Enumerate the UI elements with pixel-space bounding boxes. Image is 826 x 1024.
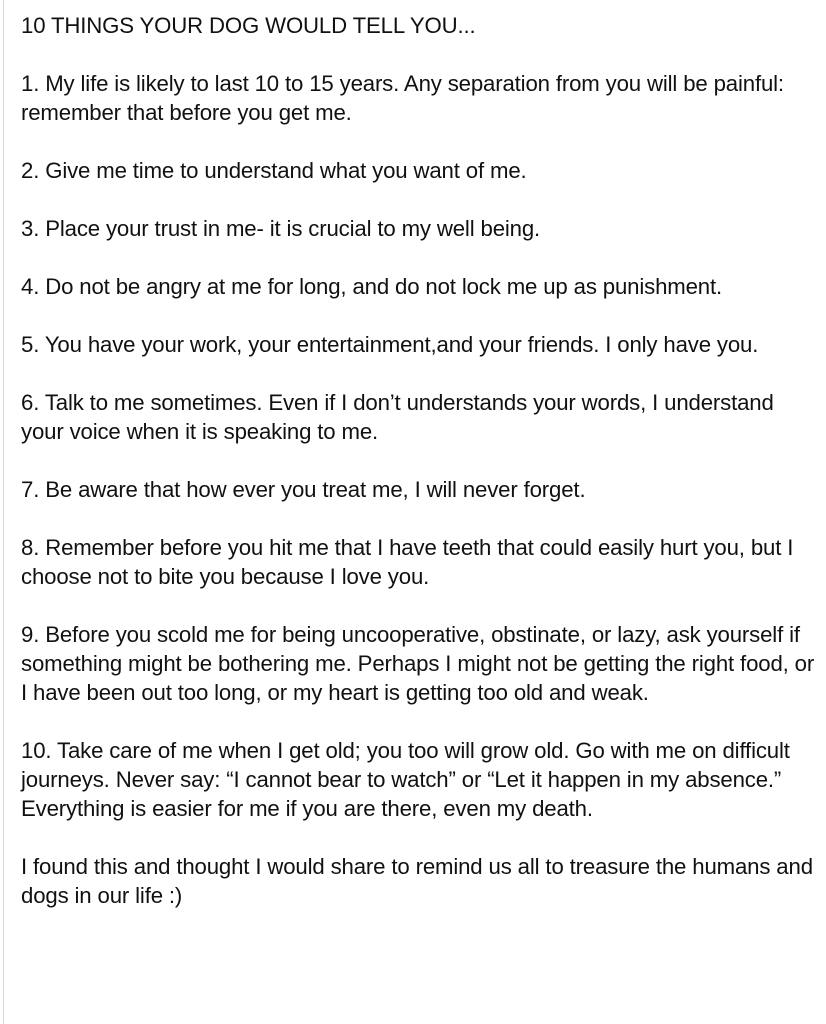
- list-item: 5. You have your work, your entertainment,and your friends. I only have you.: [21, 332, 759, 357]
- list-item: 1. My life is likely to last 10 to 15 years. Any separation from you will be painful: remember that before you get me.: [21, 71, 784, 125]
- left-divider: [3, 0, 4, 1024]
- list-item: 7. Be aware that how ever you treat me, I will never forget.: [21, 477, 586, 502]
- list-item: 8. Remember before you hit me that I have teeth that could easily hurt you, but I choose not to bite you because I love you.: [21, 535, 794, 589]
- list-item: 6. Talk to me sometimes. Even if I don’t understands your words, I understand your voice when it is speaking to me.: [21, 390, 774, 444]
- post-title: 10 THINGS YOUR DOG WOULD TELL YOU...: [21, 13, 476, 38]
- list-item: 9. Before you scold me for being uncooperative, obstinate, or lazy, ask yourself if something might be bothering me. Perhaps I might not be getting the right food, or I have been out too long, or my heart is getting too old and weak.: [21, 622, 815, 705]
- list-item: 10. Take care of me when I get old; you too will grow old. Go with me on difficult journeys. Never say: “I cannot bear to watch” or “Let it happen in my absence.” Everything is easier for me if you are there, even my death.: [21, 738, 790, 821]
- closing-note: I found this and thought I would share to remind us all to treasure the humans and dogs in our life :): [21, 854, 813, 908]
- post-body: [21, 11, 817, 910]
- list-item: 4. Do not be angry at me for long, and do not lock me up as punishment.: [21, 274, 723, 299]
- list-item: 3. Place your trust in me- it is crucial to my well being.: [21, 216, 541, 241]
- list-item: 2. Give me time to understand what you want of me.: [21, 158, 527, 183]
